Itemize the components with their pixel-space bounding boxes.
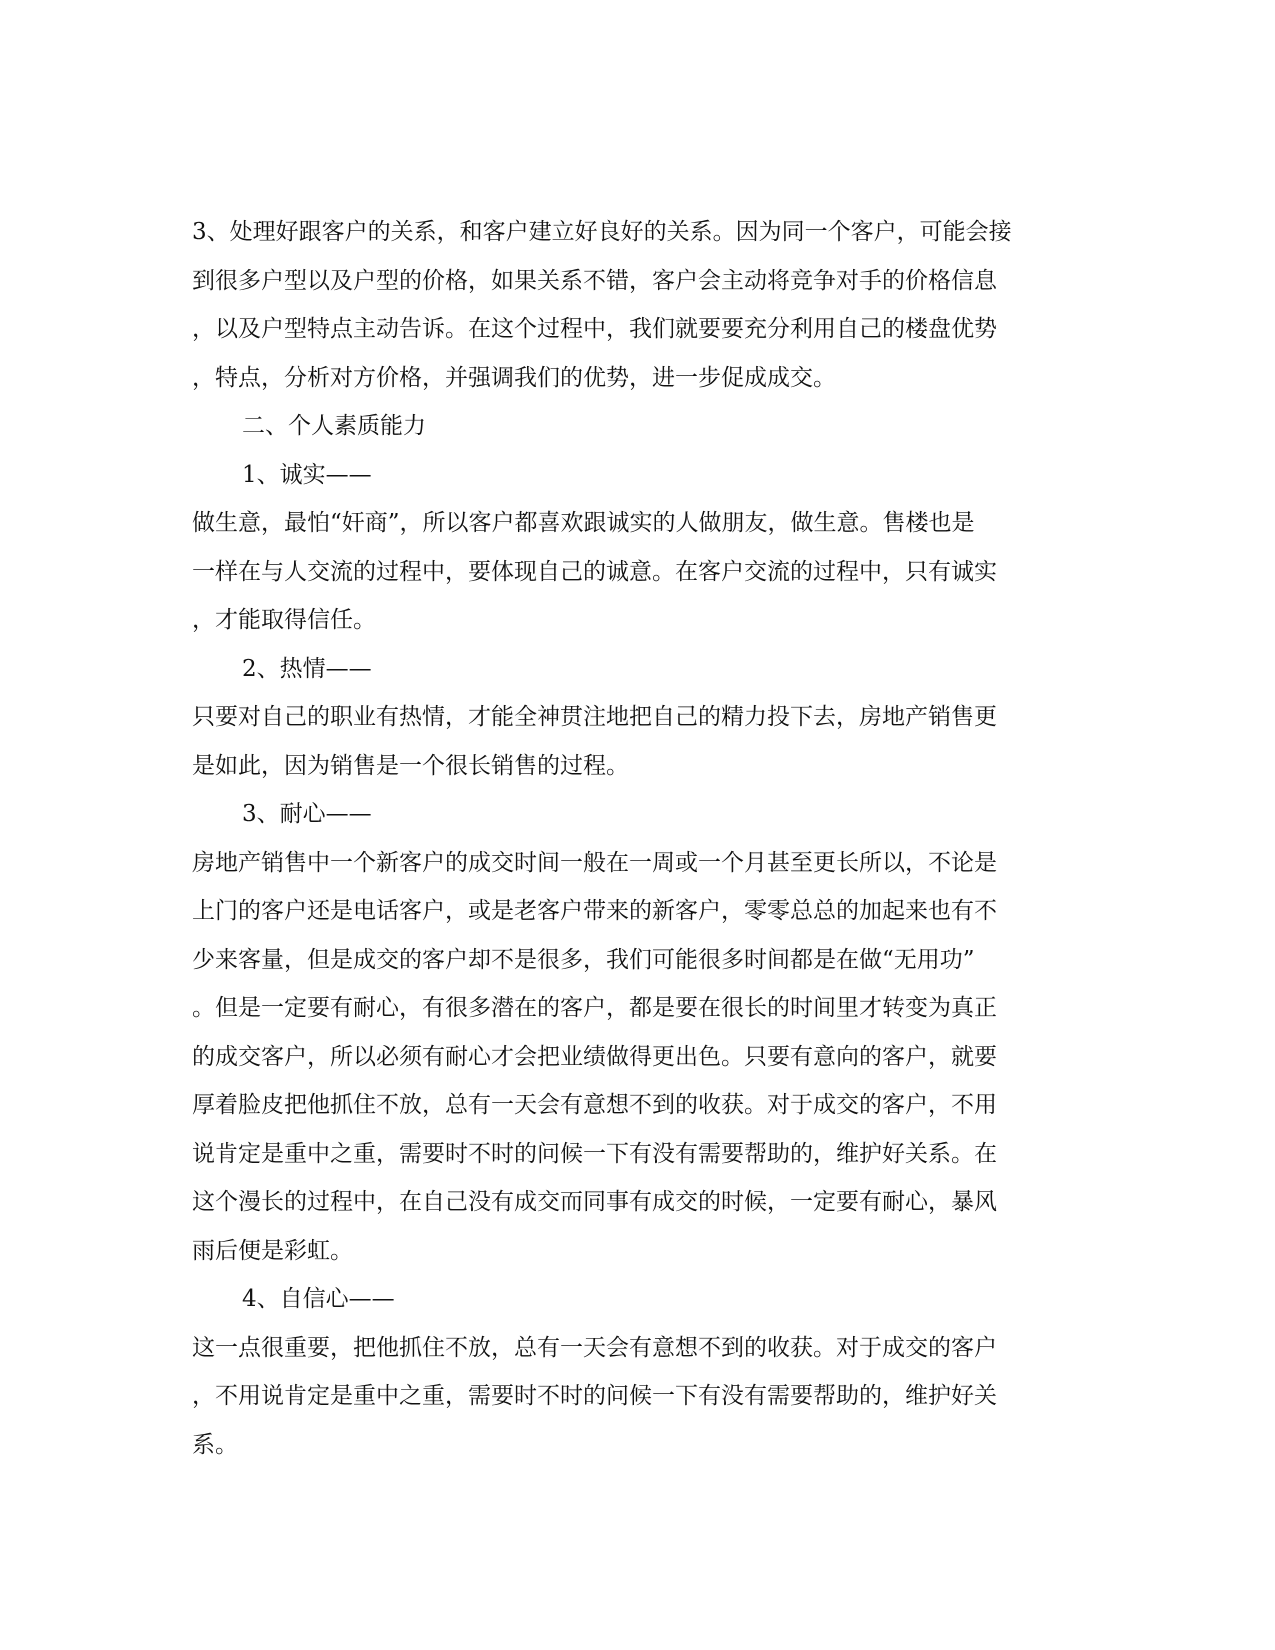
section-heading-line: 1、诚实—— — [242, 461, 372, 488]
text-line: 是如此，因为销售是一个很长销售的过程。 — [192, 752, 629, 779]
text-line: 到很多户型以及户型的价格，如果关系不错，客户会主动将竞争对手的价格信息 — [192, 267, 997, 294]
text-line: 一样在与人交流的过程中，要体现自己的诚意。在客户交流的过程中，只有诚实 — [192, 558, 997, 585]
text-line: 这个漫长的过程中，在自己没有成交而同事有成交的时候，一定要有耐心，暴风 — [192, 1189, 997, 1215]
text-line: 房地产销售中一个新客户的成交时间一般在一周或一个月甚至更长所以，不论是 — [192, 849, 997, 876]
text-line: 雨后便是彩虹。 — [192, 1237, 353, 1264]
text-line: ，特点，分析对方价格，并强调我们的优势，进一步促成成交。 — [192, 364, 836, 391]
section-heading-line: 4、自信心—— — [242, 1286, 395, 1312]
text-line: 3、处理好跟客户的关系，和客户建立好良好的关系。因为同一个客户，可能会接 — [192, 219, 1012, 245]
text-line: ，才能取得信任。 — [192, 607, 376, 633]
text-line: 。但是一定要有耐心，有很多潜在的客户，都是要在很长的时间里才转变为真正 — [192, 995, 997, 1021]
text-line: 的成交客户，所以必须有耐心才会把业绩做得更出色。只要有意向的客户，就要 — [192, 1043, 997, 1070]
text-line: 系。 — [192, 1431, 238, 1458]
text-line: 厚着脸皮把他抓住不放，总有一天会有意想不到的收获。对于成交的客户，不用 — [192, 1092, 997, 1118]
text-line: 说肯定是重中之重，需要时不时的问候一下有没有需要帮助的，维护好关系。在 — [192, 1140, 997, 1167]
text-line: ，以及户型特点主动告诉。在这个过程中，我们就要要充分利用自己的楼盘优势 — [192, 316, 997, 342]
text-line: 少来客量，但是成交的客户却不是很多，我们可能很多时间都是在做“无用功” — [192, 946, 975, 973]
text-line: 这一点很重要，把他抓住不放，总有一天会有意想不到的收获。对于成交的客户 — [192, 1334, 997, 1361]
document-body — [192, 208, 1087, 1469]
text-line: 只要对自己的职业有热情，才能全神贯注地把自己的精力投下去，房地产销售更 — [192, 704, 997, 730]
text-line: 做生意，最怕“奸商”，所以客户都喜欢跟诚实的人做朋友，做生意。售楼也是 — [192, 510, 975, 536]
section-heading-line: 2、热情—— — [242, 655, 372, 682]
text-line: 上门的客户还是电话客户，或是老客户带来的新客户，零零总总的加起来也有不 — [192, 898, 997, 924]
section-heading-line: 3、耐心—— — [242, 801, 372, 827]
text-line: ，不用说肯定是重中之重，需要时不时的问候一下有没有需要帮助的，维护好关 — [192, 1383, 997, 1409]
section-heading-line: 二、个人素质能力 — [242, 413, 426, 439]
